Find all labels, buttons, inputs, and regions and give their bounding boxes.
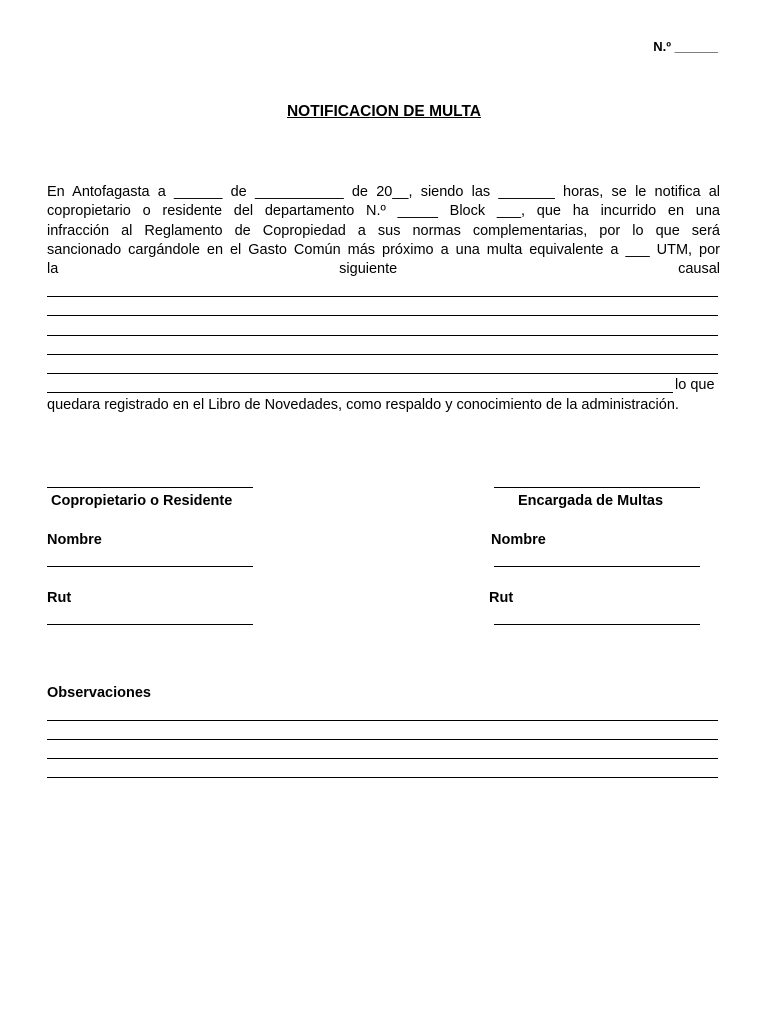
- paragraph-line: En Antofagasta a ______ de ___________ de 20__, siendo las _______ horas, se le notifica al: [47, 184, 720, 200]
- observations-blank-line[interactable]: [47, 777, 718, 778]
- cause-blank-line[interactable]: [47, 392, 673, 393]
- right-name-line[interactable]: [494, 566, 700, 567]
- cause-blank-line[interactable]: [47, 335, 718, 336]
- left-name-line[interactable]: [47, 566, 253, 567]
- left-name-label: Nombre: [47, 532, 102, 548]
- paragraph-line: infracción al Reglamento de Copropiedad a sus normas complementarias, por lo que será: [47, 222, 720, 239]
- page-title: NOTIFICACION DE MULTA: [286, 103, 481, 120]
- observations-blank-line[interactable]: [47, 739, 718, 740]
- cause-blank-line[interactable]: [47, 373, 718, 374]
- paragraph-line: la siguiente causal: [47, 261, 720, 278]
- observations-blank-line[interactable]: [47, 720, 718, 721]
- left-signature-title: Copropietario o Residente: [51, 493, 233, 509]
- observations-label: Observaciones: [47, 685, 151, 701]
- right-signature-title: Encargada de Multas: [518, 493, 664, 509]
- cause-blank-line[interactable]: [47, 315, 718, 316]
- cause-blank-line[interactable]: [47, 296, 718, 297]
- paragraph-line: copropietario o residente del departamento N.º _____ Block ___, que ha incurrido en una: [47, 203, 720, 220]
- cause-tail-text: lo que: [675, 377, 715, 393]
- right-name-label: Nombre: [491, 532, 546, 548]
- right-signature-line[interactable]: [494, 487, 700, 488]
- closing-line: quedara registrado en el Libro de Novedades, como respaldo y conocimiento de la administración.: [47, 397, 679, 413]
- right-rut-line[interactable]: [494, 624, 700, 625]
- left-signature-line[interactable]: [47, 487, 253, 488]
- paragraph-line: sancionado cargándole en el Gasto Común más próximo a una multa equivalente a ___ UTM, por: [47, 241, 720, 258]
- left-rut-line[interactable]: [47, 624, 253, 625]
- notice-number: N.º ______: [653, 39, 718, 54]
- observations-blank-line[interactable]: [47, 758, 718, 759]
- right-rut-label: Rut: [489, 590, 514, 606]
- cause-blank-line[interactable]: [47, 354, 718, 355]
- left-rut-label: Rut: [47, 590, 72, 606]
- notice-paragraph: [47, 183, 720, 279]
